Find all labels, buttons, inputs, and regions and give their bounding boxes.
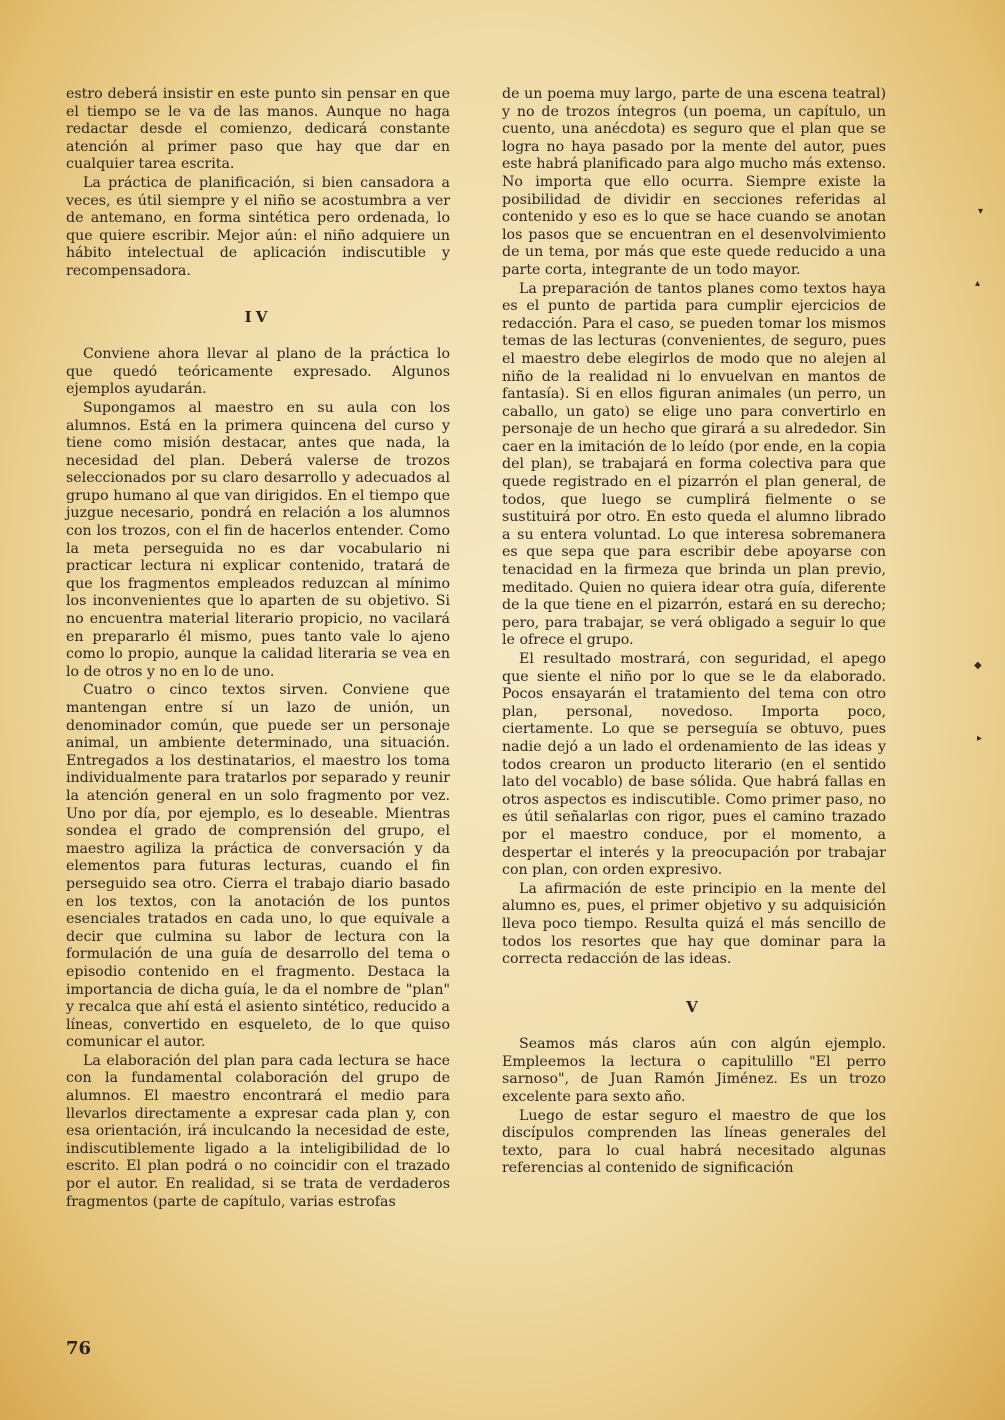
paragraph: La afirmación de este principio en la mente del alumno es, pues, el primer objetivo y su adquisición lleva poco tiempo. Resulta quizá el más sencillo de todos los resortes que hay que dominar para la correcta redacción de las ideas. [502,880,886,968]
paragraph: Conviene ahora llevar al plano de la práctica lo que quedó teóricamente expresado. Algunos ejemplos ayudarán. [66,346,450,398]
section-heading: IV [244,307,272,326]
margin-mark-icon: ▴ [975,278,981,289]
margin-mark-icon: ◆ [974,660,982,671]
right-column [502,86,886,1179]
paragraph: Luego de estar seguro el maestro de que los discípulos comprenden las líneas generales del texto, para lo cual habrá necesitado algunas referencias al contenido de significación [502,1107,886,1177]
page-number: 76 [66,1338,92,1359]
paragraph: La preparación de tantos planes como textos haya es el punto de partida para cumplir ejercicios de redacción. Para el caso, se pueden tomar los mismos temas de las lecturas (convenientes, de seguro, pues el maestro debe elegirlos de modo que no alejen al niño de la realidad ni lo envuelvan en mantos de fantasía). Si en ellos figuran animales (un perro, un caballo, un gato) se elige uno para convertirlo en personaje de un hecho que girará a su alrededor. Sin caer en la imitación de lo leído (por ende, en la copia del plan), se trabajará en forma colectiva para que quede registrado en el pizarrón el plan general, de todos, que luego se cumplirá fielmente o se sustituirá por otro. En esto queda el alumno librado a su entera voluntad. Lo que interesa sobremanera es que sepa que para escribir debe apoyarse con tenacidad en la firmeza que brinda un plan previo, meditado. Quien no quiera idear otra guía, diferente de la que tiene en el pizarrón, estará en su derecho; pero, para trabajar, se verá obligado a seguir lo que le ofrece el grupo. [502,280,886,649]
paragraph: Cuatro o cinco textos sirven. Conviene que mantengan entre sí un lazo de unión, un denominador común, que puede ser un personaje animal, un ambiente determinado, una situación. Entregados a los destinatarios, el maestro los toma individualmente para tratarlos por separado y reunir la atención general en un solo fragmento por vez. Uno por día, por ejemplo, es lo deseable. Mientras sondea el grado de comprensión del grupo, el maestro agiliza la práctica de conversación y da elementos para futuras lecturas, cuando el fin perseguido sea otro. Cierra el trabajo diario basado en los textos, con la anotación de los puntos esenciales tratados en cada uno, lo que equivale a decir que culmina su labor de lectura con la formulación de una guía de desarrollo del tema o episodio contenido en el fragmento. Destaca la importancia de dicha guía, le da el nombre de "plan" y recalca que ahí está el asiento sintético, reducido a líneas, convertido en esqueleto, de lo que quiso comunicar el autor. [66,682,450,1051]
section-heading: V [686,997,702,1016]
paragraph: La elaboración del plan para cada lectura se hace con la fundamental colaboración del grupo de alumnos. El maestro encontrará el medio para llevarlos directamente a expresar cada plan y, con esa orientación, irá inculcando la necesidad de este, indiscutiblemente ligado a la inteligibilidad de lo escrito. El plan podrá o no coincidir con el trazado por el autor. En realidad, si se trata de verdaderos fragmentos (parte de capítulo, varias estrofas [66,1052,450,1210]
paragraph: Supongamos al maestro en su aula con los alumnos. Está en la primera quincena del curso y tiene como misión destacar, antes que nada, la necesidad del plan. Deberá valerse de trozos seleccionados por su claro desarrollo y adecuados al grupo humano al que van dirigidos. En el tiempo que juzgue necesario, pondrá en relación a los alumnos con los trozos, con el fin de hacerlos entender. Como la meta perseguida no es dar vocabulario ni practicar lectura ni explicar contenido, tratará de que los fragmentos empleados reduzcan al mínimo los inconvenientes que lo aparten de su objetivo. Si no encuentra material literario propicio, no vacilará en prepararlo él mismo, pues tanto vale lo ajeno como lo propio, aunque la calidad literaria se vea en lo de otros y no en lo de uno. [66,399,450,680]
paragraph: estro deberá insistir en este punto sin pensar en que el tiempo se le va de las manos. Aunque no haga redactar desde el comienzo, dedicará constante atención al primer paso que hay que dar en cualquier tarea escrita. [66,86,450,173]
paragraph: La práctica de planificación, si bien cansadora a veces, es útil siempre y el niño se acostumbra a ver de antemano, en forma sintética pero ordenada, lo que quiere escribir. Mejor aún: el niño adquiere un hábito intelectual de aplicación indiscutible y recompensadora. [66,174,450,279]
left-column [66,86,450,1212]
paragraph: de un poema muy largo, parte de una escena teatral) y no de trozos íntegros (un poema, un capítulo, un cuento, una anécdota) es seguro que el plan que se logra no haya pasado por la mente del autor, pues este habrá planificado para algo mucho más extenso. No importa que ello ocurra. Siempre existe la posibilidad de dividir en secciones referidas al contenido y eso es lo que se hace cuando se anotan los pasos que se encuentran en el desenvolvimiento de un tema, por más que este quede reducido a una parte corta, integrante de un todo mayor. [502,86,886,278]
paragraph: Seamos más claros aún con algún ejemplo. Empleemos la lectura o capitulillo "El perro sarnoso", de Juan Ramón Jiménez. Es un trozo excelente para sexto año. [502,1036,886,1106]
paragraph: El resultado mostrará, con seguridad, el apego que siente el niño por lo que se le da elaborado. Pocos ensayarán el tratamiento del tema con otro plan, personal, novedoso. Importa poco, ciertamente. Lo que se perseguía se obtuvo, pues nadie dejó a un lado el ordenamiento de las ideas y todos crearon un producto literario (en el sentido lato del vocablo) de base sólida. Que habrá fallas en otros aspectos es indiscutible. Como primer paso, no es útil señalarlas con rigor, pues el camino trazado por el maestro conduce, por el momento, a despertar el interés y la preocupación por trabajar con plan, con orden expresivo. [502,651,886,879]
margin-mark-icon: ▸ [977,733,983,744]
margin-mark-icon: ▾ [978,206,984,217]
